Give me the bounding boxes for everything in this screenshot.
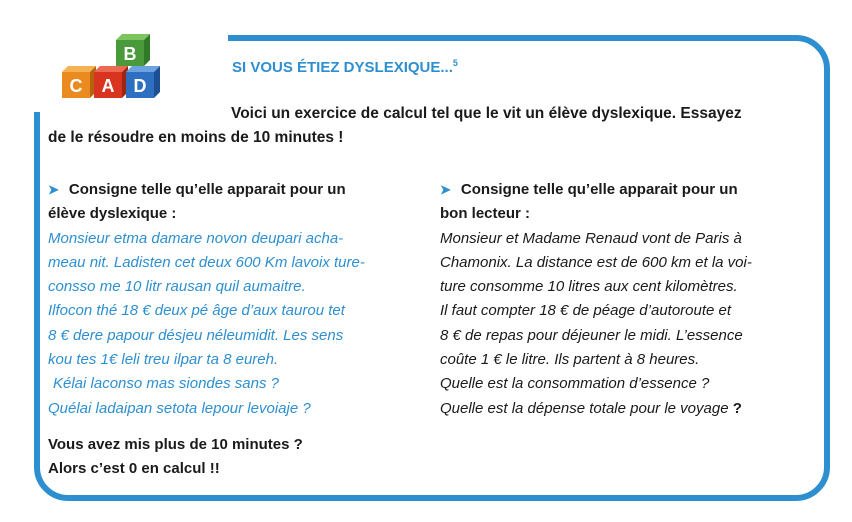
good-reader-line: Quelle est la dépense totale pour le voyage xyxy=(440,399,729,417)
dyslexic-line: meau nit. Ladisten cet deux 600 Km lavoix ture- xyxy=(48,253,365,271)
good-reader-line: Monsieur et Madame Renaud vont de Paris à xyxy=(440,229,742,247)
footer-line-1: Vous avez mis plus de 10 minutes ? xyxy=(48,436,303,453)
block-letter-b: B xyxy=(123,44,137,64)
dyslexic-line: 8 € dere papour désjeu néleumidit. Les sens xyxy=(48,326,344,344)
good-reader-line: Chamonix. La distance est de 600 km et la voi- xyxy=(440,253,752,271)
dyslexic-heading-text-1: Consigne telle qu’elle apparait pour un xyxy=(68,181,346,198)
dyslexic-text xyxy=(48,227,420,421)
intro-line-2: de le résoudre en moins de 10 minutes ! xyxy=(48,129,344,146)
page-title xyxy=(232,58,458,76)
good-reader-line: ture consomme 10 litres aux cent kilomètres. xyxy=(440,278,738,296)
good-reader-last-line xyxy=(440,397,812,421)
intro-line-1: Voici un exercice de calcul tel que le vit un élève dyslexique. Essayez xyxy=(231,105,742,122)
good-reader-heading-line-1 xyxy=(440,178,812,202)
good-reader-heading-text-1: Consigne telle qu’elle apparait pour un xyxy=(460,181,738,198)
title-text: SI VOUS ÉTIEZ DYSLEXIQUE... xyxy=(232,59,453,76)
dyslexic-line: Monsieur etma damare novon deupari acha- xyxy=(48,229,344,247)
dyslexic-heading-line-1 xyxy=(48,178,420,202)
dyslexic-line: Ilfocon thé 18 € deux pé âge d’aux taurou tet xyxy=(48,302,345,320)
dyslexic-line: kou tes 1€ leli treu ilpar ta 8 eureh. xyxy=(48,351,279,369)
arrow-right-icon: ➤ xyxy=(48,182,59,197)
dyslexic-line: consso me 10 litr rausan quil aumaitre. xyxy=(48,278,306,296)
good-reader-line: Quelle est la consommation d’essence ? xyxy=(440,375,710,393)
good-reader-line: 8 € de repas pour déjeuner le midi. L’essence xyxy=(440,326,743,344)
dyslexic-line: Kélai laconso mas siondes sans ? xyxy=(53,375,279,393)
good-reader-text xyxy=(440,227,812,421)
footer-line-2: Alors c’est 0 en calcul !! xyxy=(48,460,220,477)
footer-text xyxy=(48,433,303,481)
abc-blocks-icon xyxy=(60,30,180,102)
block-letter-d: D xyxy=(133,76,147,96)
dyslexic-heading-line-2: élève dyslexique : xyxy=(48,205,177,223)
dyslexic-line: Quélai ladaipan setota lepour levoiaje ? xyxy=(48,399,311,417)
intro-text xyxy=(48,102,818,150)
title-footnote: 5 xyxy=(452,58,458,68)
good-reader-line: coûte 1 € le litre. Ils partent à 8 heures. xyxy=(440,351,700,369)
arrow-right-icon: ➤ xyxy=(440,182,451,197)
question-mark: ? xyxy=(732,399,742,417)
good-reader-heading xyxy=(440,178,812,227)
good-reader-line: Il faut compter 18 € de péage d’autoroute et xyxy=(440,302,732,320)
good-reader-heading-line-2: bon lecteur : xyxy=(440,205,531,223)
good-reader-column xyxy=(440,178,812,421)
block-letter-a: A xyxy=(101,76,115,96)
block-letter-c: C xyxy=(69,76,83,96)
dyslexic-column xyxy=(48,178,420,421)
dyslexic-heading xyxy=(48,178,420,227)
